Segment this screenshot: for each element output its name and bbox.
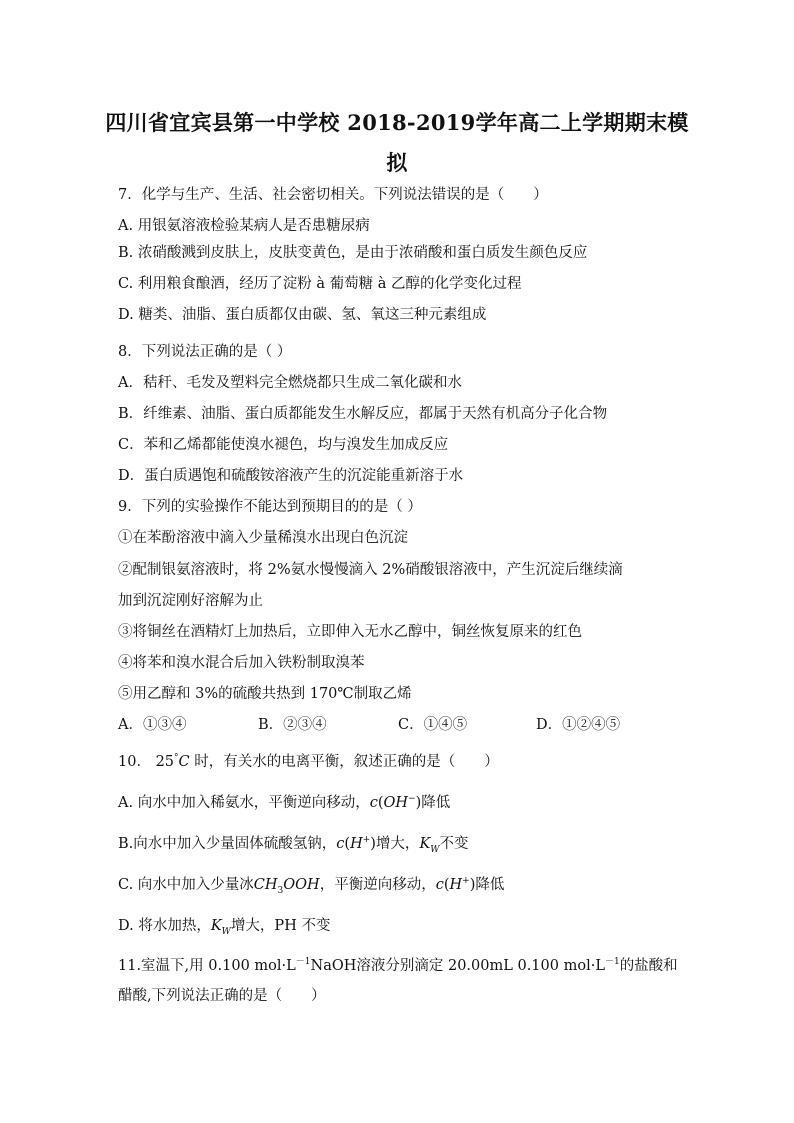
q8-option-c: C．苯和乙烯都能使溴水褪色，均与溴发生加成反应 (118, 437, 449, 453)
q8-option-d: D．蛋白质遇饱和硫酸铵溶液产生的沉淀能重新溶于水 (118, 468, 464, 484)
title-line-1: 四川省宜宾县第一中学校 2018-2019学年高二上学期期末模 (105, 110, 689, 135)
q10-stem-text: 时，有关水的电离平衡，叙述正确的是（ ） (194, 754, 499, 770)
q10-option-d: D. 将水加热，$K_W$增大，PH 不变 (118, 918, 331, 937)
q8-option-b: B．纤维素、油脂、蛋白质都能发生水解反应，都属于天然有机高分子化合物 (118, 406, 608, 422)
q10-option-a: A. 向水中加入稀氨水，平衡逆向移动，c(OH−)降低 (118, 794, 451, 811)
q10-temperature: 25°C (155, 753, 190, 770)
q9-stem: 9．下列的实验操作不能达到预期目的的是（ ） (118, 499, 422, 515)
q10-option-b: B.向水中加入少量固体硫酸氢钠，c(H+)增大，$K_W$不变 (118, 835, 469, 855)
q9-statement-2: ②配制银氨溶液时，将 2%氨水慢慢滴入 2%硝酸银溶液中，产生沉淀后继续滴 (118, 562, 623, 578)
q9-statement-3: ③将铜丝在酒精灯上加热后，立即伸入无水乙醇中，铜丝恢复原来的红色 (118, 624, 582, 640)
q11-stem-line-2: 醋酸,下列说法正确的是（ ） (118, 988, 326, 1004)
q9-option-a: A．①③④ (118, 717, 187, 733)
title-line-2: 拟 (386, 150, 408, 175)
q9-statement-2-cont: 加到沉淀刚好溶解为止 (118, 593, 263, 609)
q9-statement-1: ①在苯酚溶液中滴入少量稀溴水出现白色沉淀 (118, 530, 408, 546)
q10-option-c: C. 向水中加入少量冰$CH_3OOH$，平衡逆向移动，c(H+)降低 (118, 876, 505, 896)
q9-option-d: D．①②④⑤ (536, 717, 621, 733)
q11-stem-line-1: 11.室温下,用 0.100 $mol\cdot L^{-1}NaOH$溶液分别滴定 20.00mL 0.100 $mol\cdot L^{-1}$的盐酸和 (118, 957, 678, 974)
page-title (100, 103, 694, 183)
q7-option-b: B. 浓硝酸溅到皮肤上，皮肤变黄色，是由于浓硝酸和蛋白质发生颜色反应 (118, 245, 588, 261)
q10-stem (118, 752, 499, 772)
q7-option-c: C. 利用粮食酿酒，经历了淀粉 à 葡萄糖 à 乙醇的化学变化过程 (118, 276, 522, 292)
q8-stem: 8．下列说法正确的是（ ） (118, 344, 292, 360)
q9-option-b: B．②③④ (258, 717, 327, 733)
q8-option-a: A．秸秆、毛发及塑料完全燃烧都只生成二氧化碳和水 (118, 375, 462, 391)
q9-statement-4: ④将苯和溴水混合后加入铁粉制取溴苯 (118, 655, 365, 671)
q9-option-c: C．①④⑤ (398, 717, 468, 733)
q10-number: 10． (118, 754, 151, 770)
q7-stem: 7．化学与生产、生活、社会密切相关。下列说法错误的是（ ） (118, 187, 548, 203)
q9-statement-5: ⑤用乙醇和 3%的硫酸共热到 170℃制取乙烯 (118, 686, 412, 702)
q7-option-a: A. 用银氨溶液检验某病人是否患糖尿病 (118, 218, 370, 234)
q7-option-d: D. 糖类、油脂、蛋白质都仅由碳、氢、氧这三种元素组成 (118, 307, 487, 323)
